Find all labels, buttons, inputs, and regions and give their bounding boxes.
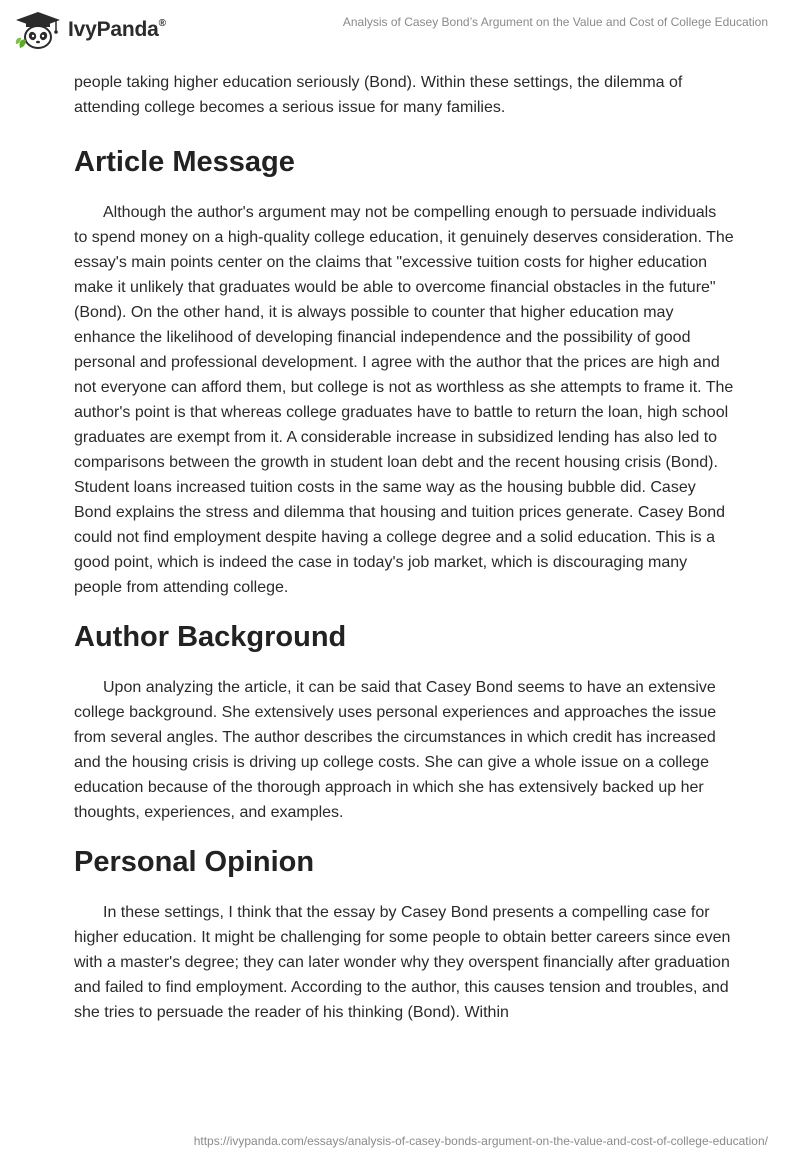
registered-mark: ® [158,18,166,29]
article-message-paragraph: Although the author's argument may not be compelling enough to persuade individuals to spend money on a high-quality college education, it genuinely deserves consideration. The essay's main points center on the claims that "excessive tuition costs for higher education make it unlikely that graduates would be able to overcome financial obstacles in the future" (Bond). On the other hand, it is always possible to counter that higher education may enhance the likelihood of developing financial independence and the possibility of good personal and professional development. I agree with the author that the prices are high and not everyone can afford them, but college is not as worthless as she attempts to frame it. The author's point is that whereas college graduates have to battle to return the loan, high school graduates are exempt from it. A considerable increase in subsidized lending has also led to comparisons between the growth in student loan debt and the recent housing crisis (Bond). Student loans increased tuition costs in the same way as the housing bubble did. Casey Bond explains the stress and dilemma that housing and tuition prices generate. Casey Bond could not find employment despite having a college degree and a solid education. This is a good point, which is indeed the case in today's job market, which is discouraging many people from attending college. [74,204,734,596]
page-header [0,0,800,60]
document-title: Analysis of Casey Bond’s Argument on the Value and Cost of College Education [342,15,768,29]
personal-opinion-paragraph: In these settings, I think that the essay by Casey Bond presents a compelling case for higher education. It might be challenging for some people to obtain better careers since even with a master's degree; they can later wonder why they overspent financially after graduation and failed to find employment. According to the author, this causes tension and troubles, and she tries to persuade the reader of his thinking (Bond). Within [74,904,731,1021]
brand-name: IvyPanda® [68,18,166,41]
essay-body [74,70,734,1025]
intro-continuation-paragraph: people taking higher education seriously (Bond). Within these settings, the dilemma of attending college becomes a serious issue for many families. [74,74,683,116]
source-url-link[interactable]: https://ivypanda.com/essays/analysis-of-casey-bonds-argument-on-the-value-and-cost-of-college-education/ [193,1134,768,1148]
author-background-paragraph: Upon analyzing the article, it can be said that Casey Bond seems to have an extensive college background. She extensively uses personal experiences and approaches the issue from several angles. The author describes the circumstances in which credit has increased and the housing crisis is driving up college costs. She can give a whole issue on a college education because of the thorough approach in which she has extensively backed up her thoughts, experiences, and examples. [74,679,717,821]
ivypanda-logo[interactable] [14,10,166,50]
section-heading-author-background: Author Background [74,621,347,653]
section-heading-article-message: Article Message [74,146,295,178]
section-heading-personal-opinion: Personal Opinion [74,846,315,878]
panda-graduation-icon [14,10,62,50]
